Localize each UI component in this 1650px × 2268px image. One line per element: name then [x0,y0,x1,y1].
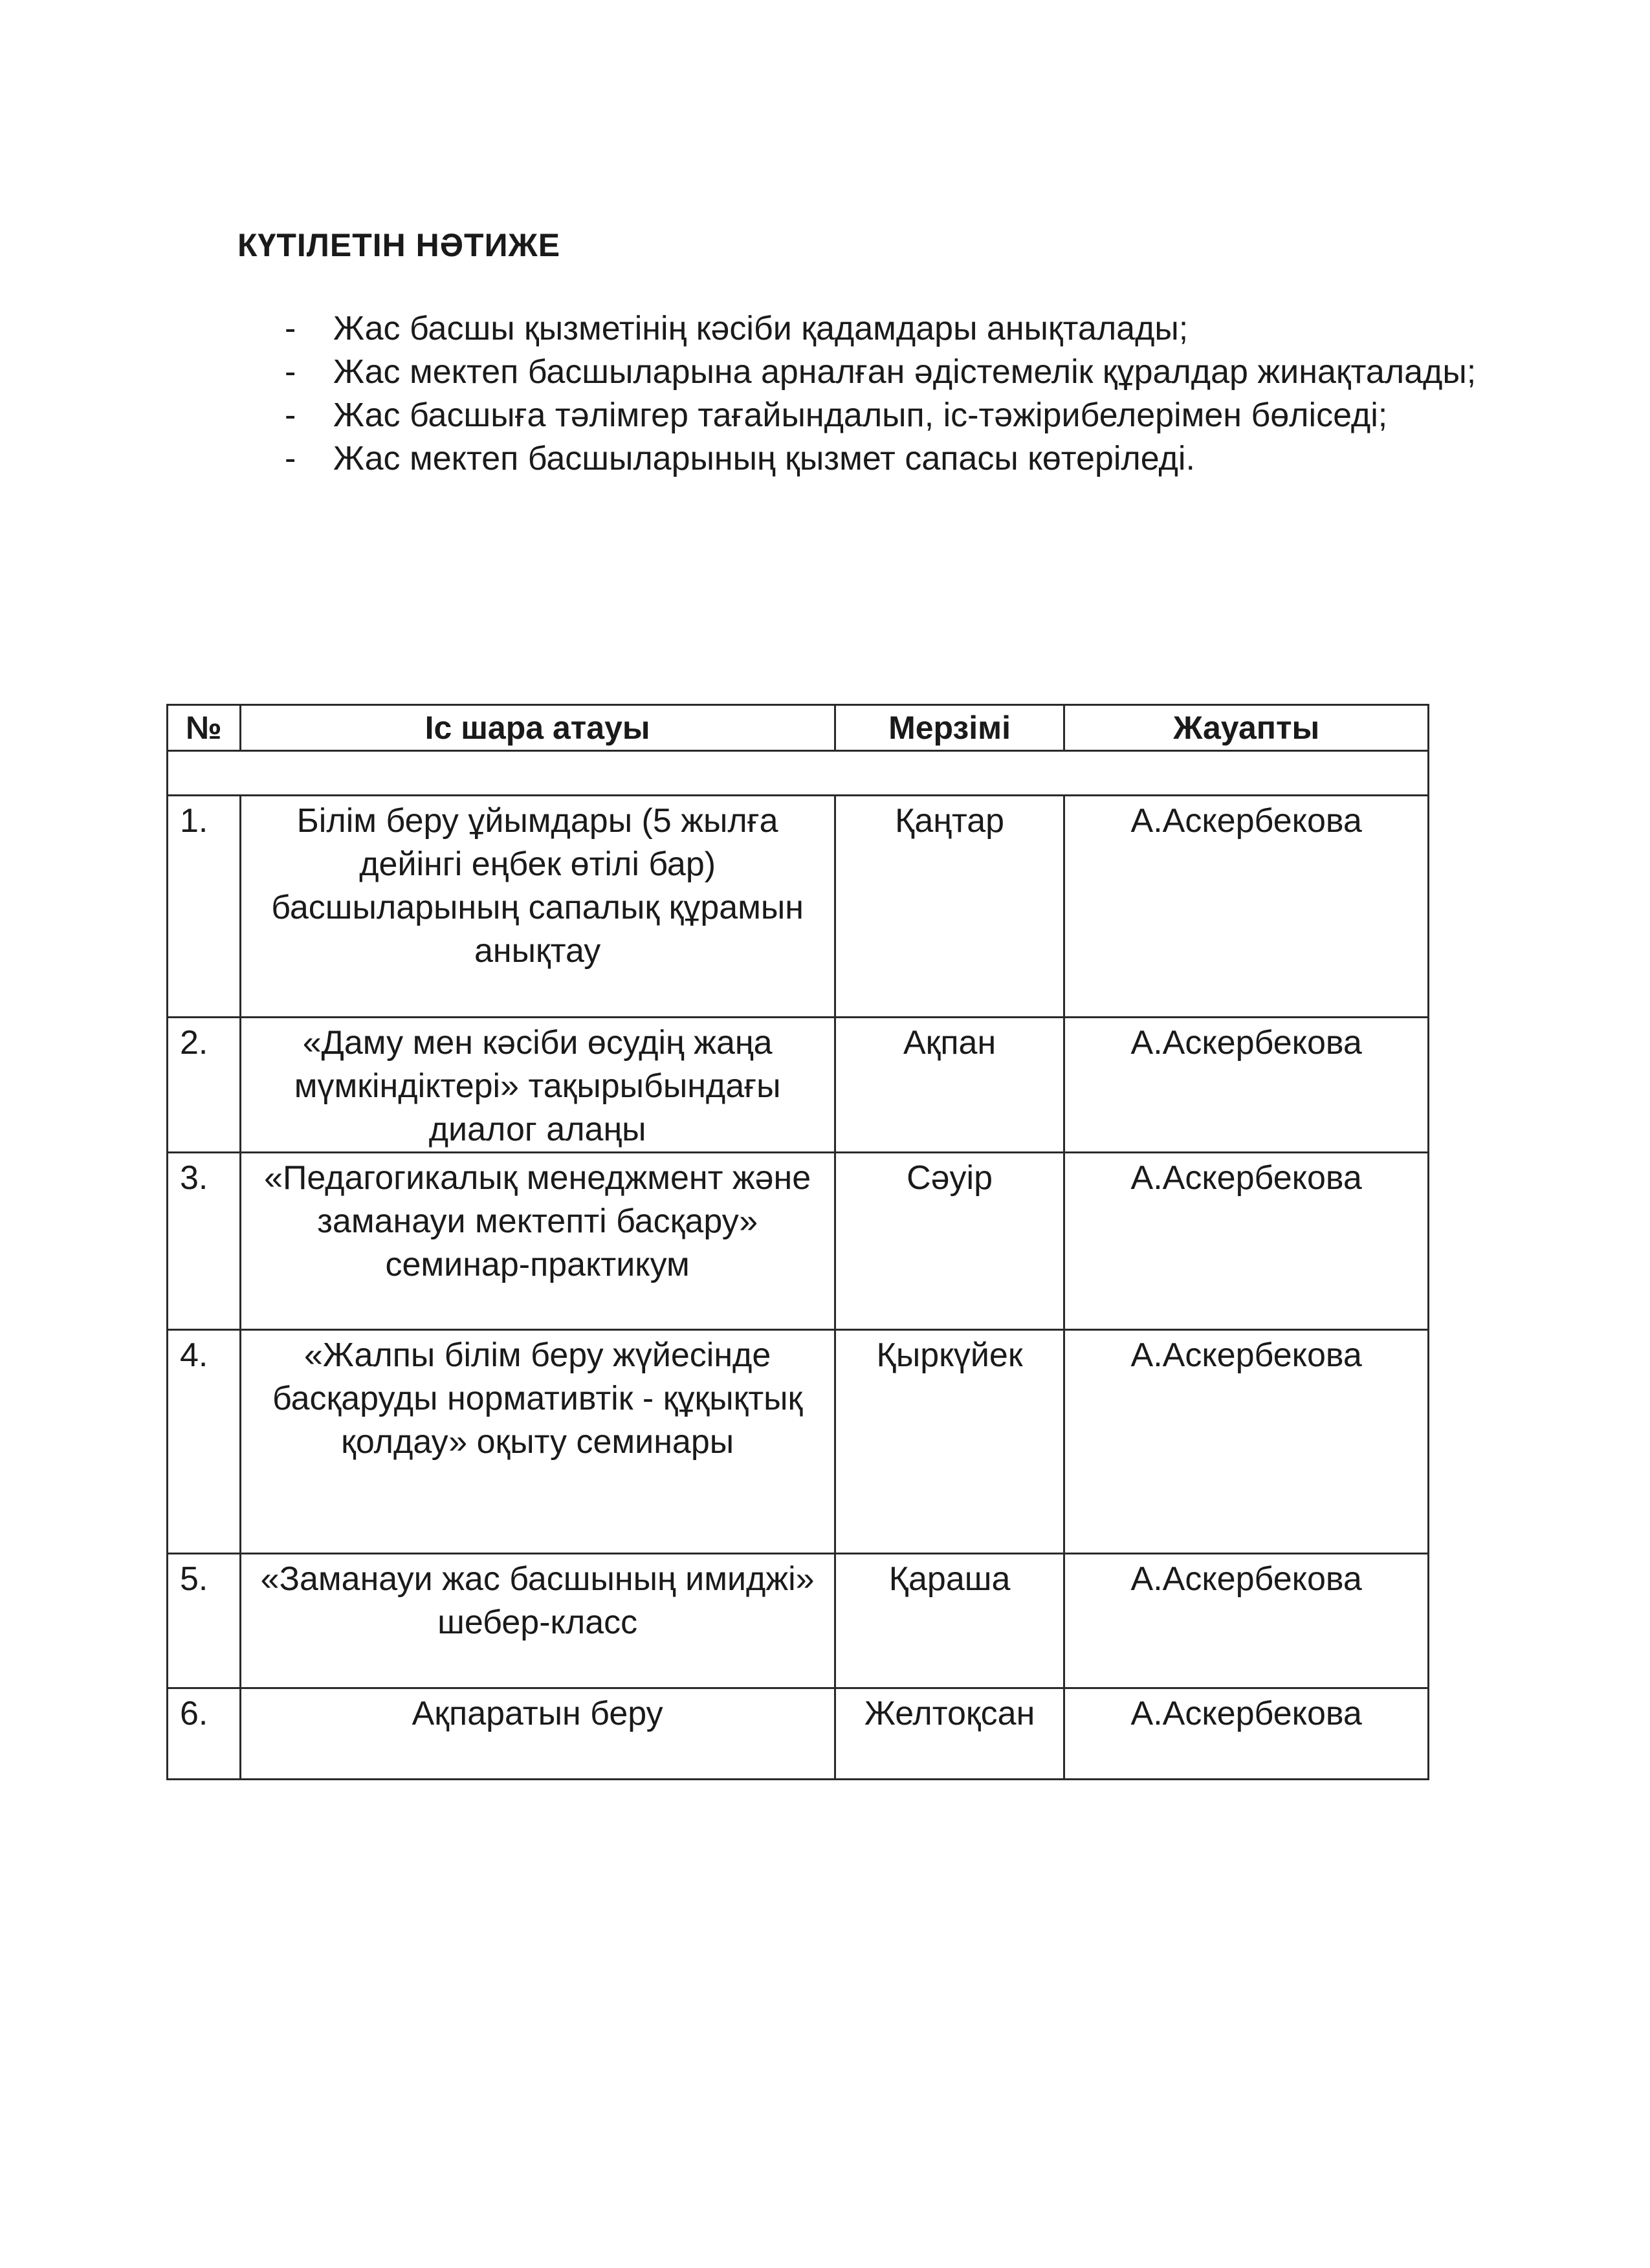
cell-term: Қаңтар [835,796,1064,1018]
outcome-text: Жас мектеп басшыларының қызмет сапасы көтеріледі. [333,440,1195,477]
header-name: Іс шара атауы [240,705,835,751]
outcome-text: Жас басшы қызметінің кәсіби қадамдары анықталады; [333,310,1189,347]
table-header-row [168,705,1429,751]
cell-responsible: А.Аскербекова [1064,1554,1429,1688]
cell-term: Қараша [835,1554,1064,1688]
cell-term: Сәуір [835,1153,1064,1330]
list-item [285,307,1501,351]
cell-num: 5. [168,1554,241,1688]
list-item [285,351,1501,394]
outcome-text: Жас мектеп басшыларына арналған әдістемелік құралдар жинақталады; [333,353,1477,391]
spacer-cell [168,751,1429,796]
cell-name: «Жалпы білім беру жүйесінде басқаруды нормативтік - құқықтық қолдау» оқыту семинары [240,1330,835,1554]
bullet-dash: - [285,397,296,434]
cell-num: 2. [168,1018,241,1153]
header-term: Мерзімі [835,705,1064,751]
cell-term: Желтоқсан [835,1688,1064,1780]
cell-name: «Педагогикалық менеджмент және заманауи мектепті басқару» семинар-практикум [240,1153,835,1330]
cell-name: Білім беру ұйымдары (5 жылға дейінгі еңбек өтілі бар) басшыларының сапалық құрамын анықтау [240,796,835,1018]
table-row [168,1018,1429,1153]
table-row [168,1153,1429,1330]
table-row [168,1554,1429,1688]
outcomes-list [285,307,1501,481]
list-item [285,394,1501,437]
cell-num: 6. [168,1688,241,1780]
cell-responsible: А.Аскербекова [1064,796,1429,1018]
cell-name: «Заманауи жас басшының имиджі» шебер-класс [240,1554,835,1688]
list-item [285,437,1501,481]
cell-name: «Даму мен кәсіби өсудің жаңа мүмкіндіктері» тақырыбындағы диалог алаңы [240,1018,835,1153]
cell-responsible: А.Аскербекова [1064,1018,1429,1153]
cell-term: Ақпан [835,1018,1064,1153]
bullet-dash: - [285,310,296,347]
cell-responsible: А.Аскербекова [1064,1688,1429,1780]
cell-num: 3. [168,1153,241,1330]
event-plan-table [166,704,1429,1780]
header-responsible: Жауапты [1064,705,1429,751]
cell-num: 4. [168,1330,241,1554]
table-row [168,1330,1429,1554]
cell-name: Ақпаратын беру [240,1688,835,1780]
table-spacer-row [168,751,1429,796]
cell-responsible: А.Аскербекова [1064,1153,1429,1330]
bullet-dash: - [285,353,296,391]
table-row [168,1688,1429,1780]
table-row [168,796,1429,1018]
bullet-dash: - [285,440,296,477]
cell-responsible: А.Аскербекова [1064,1330,1429,1554]
header-num: № [168,705,241,751]
cell-num: 1. [168,796,241,1018]
outcome-text: Жас басшыға тәлімгер тағайындалып, іс-тәжірибелерімен бөліседі; [333,397,1388,434]
section-heading: КҮТІЛЕТІН НӘТИЖЕ [237,227,561,263]
cell-term: Қыркүйек [835,1330,1064,1554]
